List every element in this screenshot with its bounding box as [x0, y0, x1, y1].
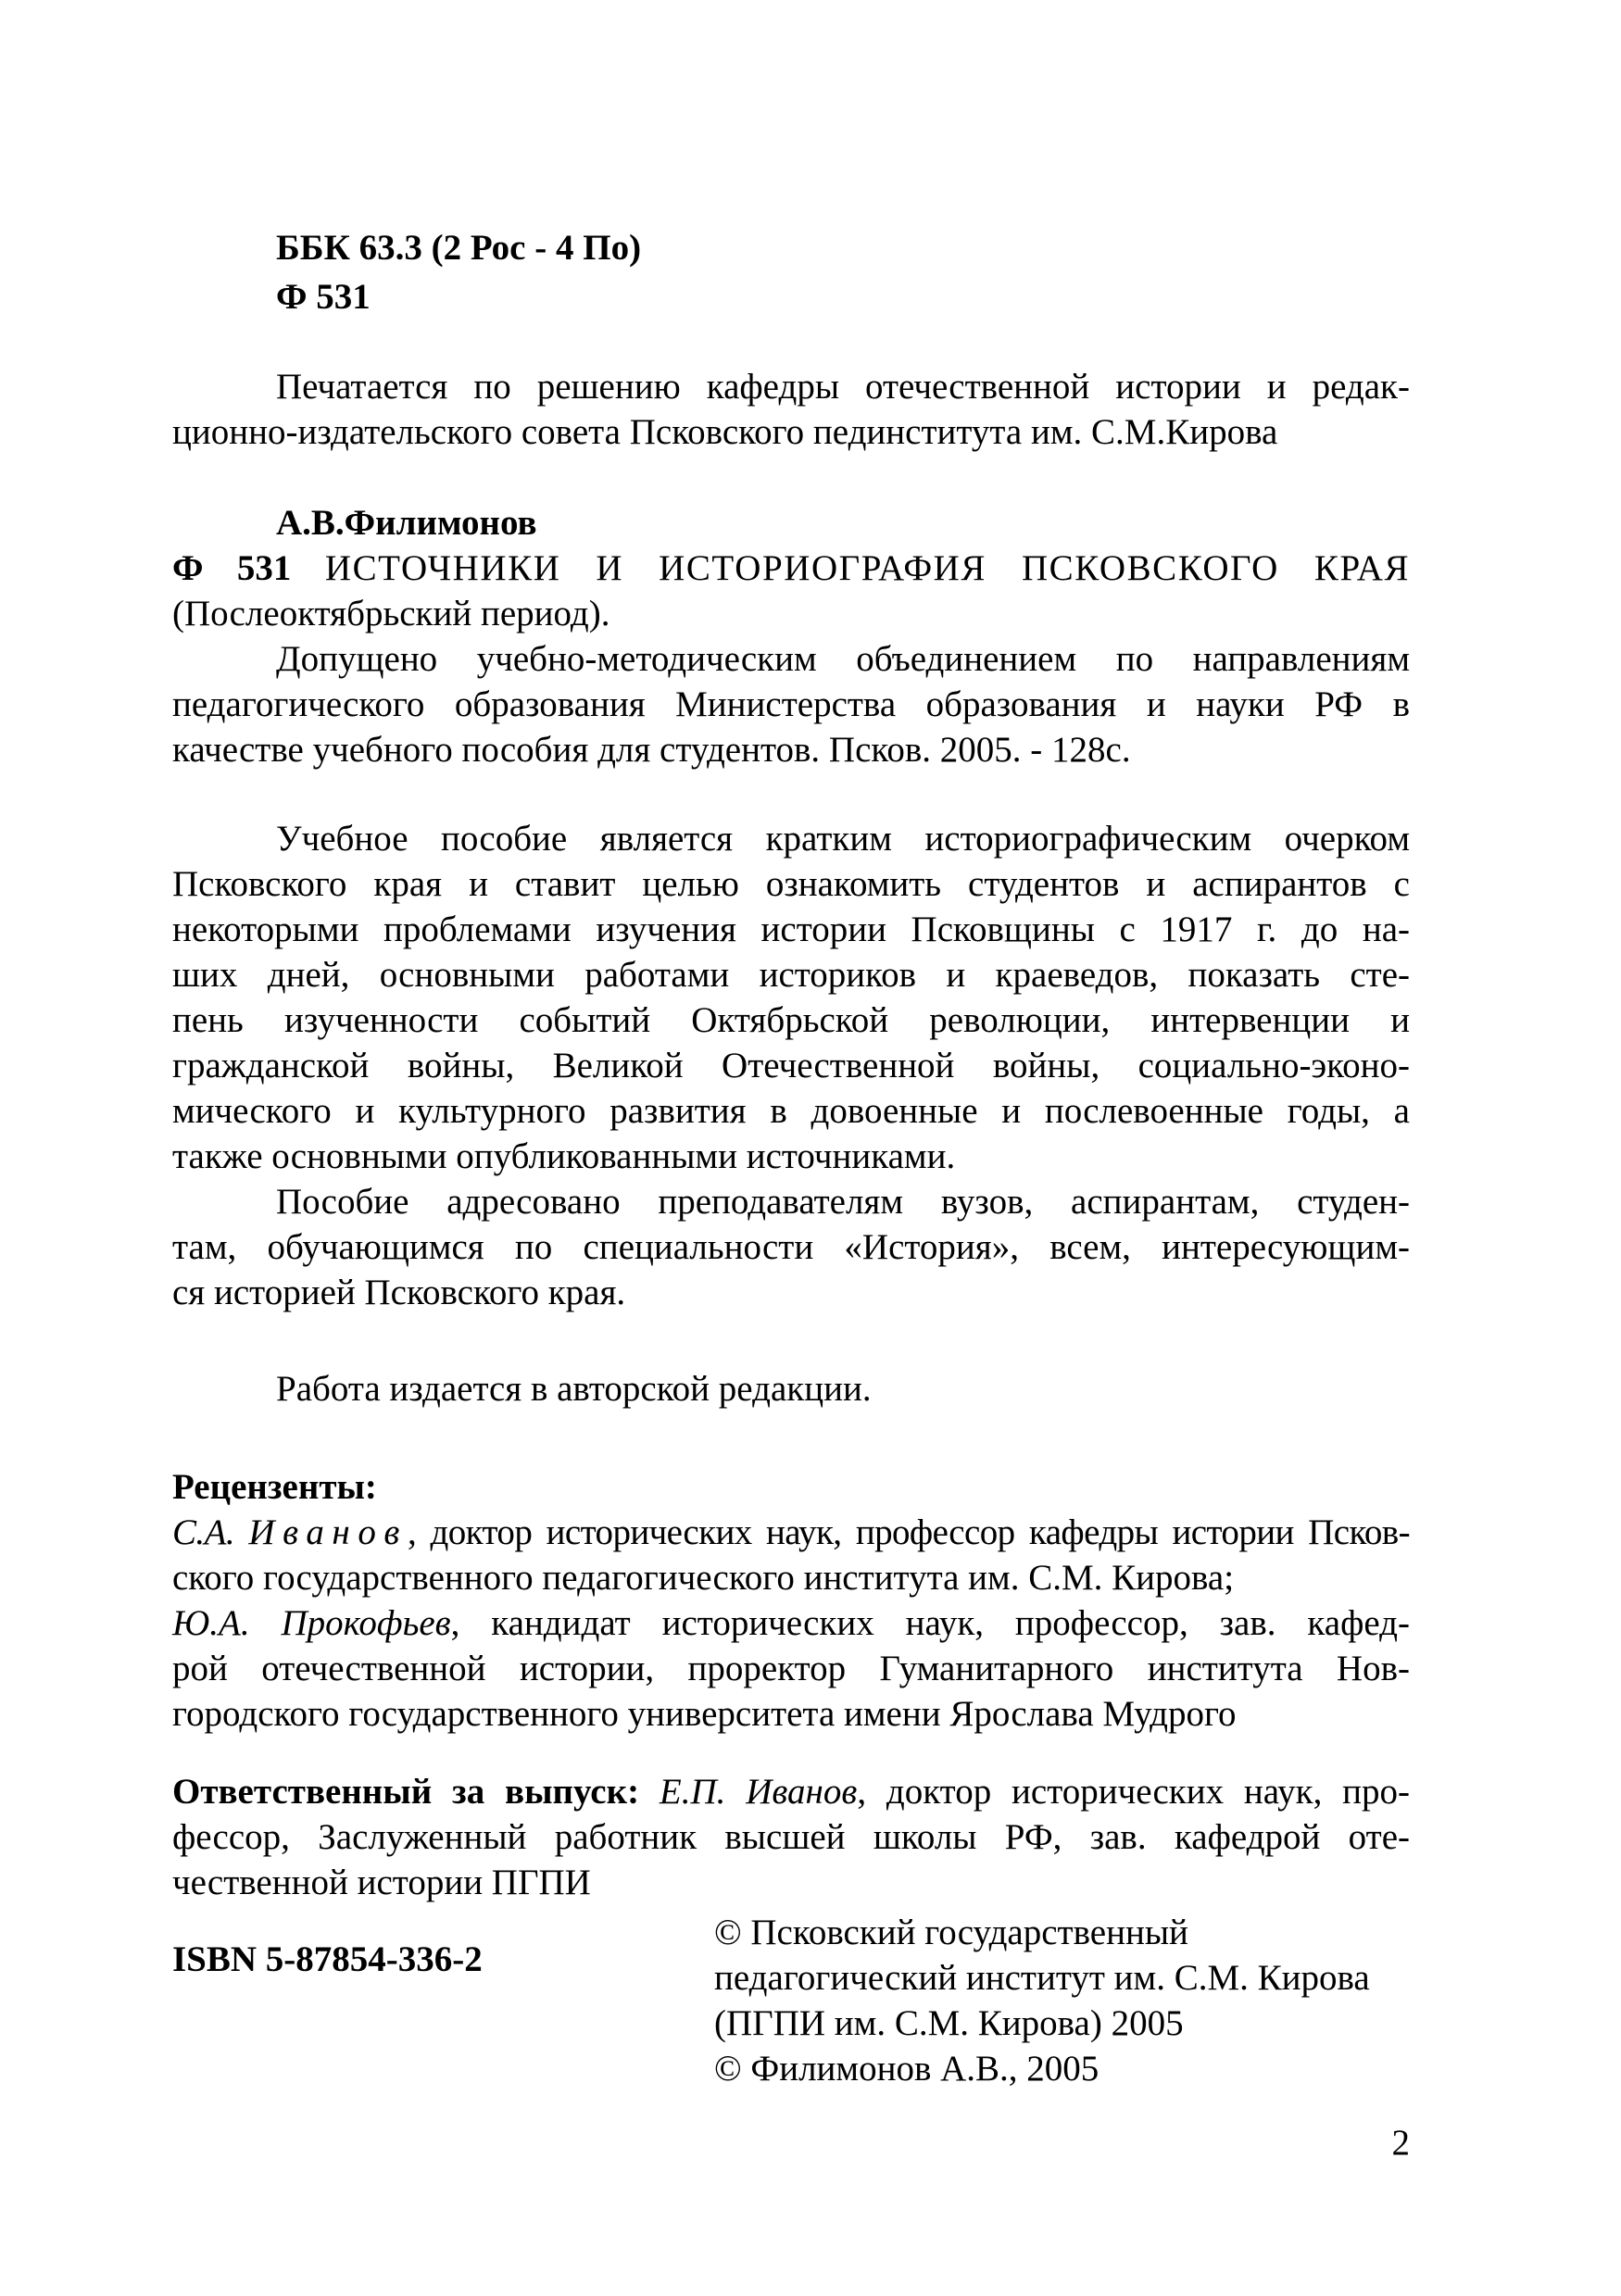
- record-code: Ф 531: [172, 548, 292, 588]
- annotation-line: мического и культурного развития в довоенные и послевоенные годы, а: [172, 1091, 1410, 1131]
- responsible-line3: чественной истории ПГПИ: [172, 1863, 591, 1902]
- reviewer2-name: Ю.А. Прокофьев: [172, 1603, 451, 1643]
- copyright-block: [714, 1910, 1410, 2091]
- annotation-line: некоторыми проблемами изучения истории Псковщины с 1917 г. до на-: [172, 910, 1410, 949]
- annotation-line: ся историей Псковского края.: [172, 1273, 626, 1312]
- responsible-credentials: , доктор исторических наук, про-: [857, 1772, 1411, 1812]
- copyright-line3: (ПГПИ им. С.М. Кирова) 2005: [714, 2003, 1184, 2043]
- reviewer1-line1: [172, 1510, 1410, 1555]
- print-note: [172, 364, 1410, 455]
- annotation-line: Псковского края и ставит целью ознакомить студентов и аспирантов с: [172, 864, 1410, 904]
- reviewer2-line1: [172, 1600, 1410, 1646]
- annotation-line: там, обучающимся по специальности «История», всем, интересующим-: [172, 1227, 1410, 1267]
- annotation-line: гражданской войны, Великой Отечественной войны, социально-эконо-: [172, 1046, 1410, 1085]
- reviewer2-line2: рой отечественной истории, проректор Гуманитарного института Нов-: [172, 1649, 1410, 1688]
- copyright-line4: © Филимонов А.В., 2005: [714, 2049, 1100, 2089]
- responsible-name: Е.П. Иванов: [659, 1772, 858, 1812]
- bbk-index: ББК 63.3 (2 Рос - 4 По): [276, 228, 642, 268]
- approval-line1: Допущено учебно-методическим объединением по направлениям: [276, 639, 1410, 679]
- reviewer2-credentials: , кандидат исторических наук, профессор, зав. кафед-: [450, 1603, 1410, 1643]
- annotation-line: Учебное пособие является кратким историографическим очерком: [276, 819, 1410, 859]
- record-subtitle: (Послеоктябрьский период).: [172, 594, 610, 634]
- record-author: А.В.Филимонов: [276, 503, 537, 543]
- responsible-line1: [172, 1769, 1410, 1814]
- reviewers-block: [172, 1464, 1410, 1737]
- responsible-line2: фессор, Заслуженный работник высшей школы РФ, зав. кафедрой оте-: [172, 1817, 1410, 1857]
- reviewer1-credentials: , доктор исторических наук, профессор кафедры истории Псков-: [407, 1512, 1410, 1552]
- bibliographic-record: [172, 500, 1410, 772]
- isbn: ISBN 5-87854-336-2: [172, 1939, 483, 1979]
- annotation-line: пень изученности событий Октябрьской революции, интервенции и: [172, 1000, 1410, 1040]
- annotation: [172, 816, 1410, 1315]
- author-mark: Ф 531: [276, 277, 371, 317]
- approval-line2: педагогического образования Министерства образования и науки РФ в: [172, 684, 1410, 724]
- annotation-line: также основными опубликованными источниками.: [172, 1136, 956, 1176]
- copyright-line1: © Псковский государственный: [714, 1913, 1188, 1952]
- print-note-line1: Печатается по решению кафедры отечественной истории и редак-: [276, 367, 1410, 407]
- record-title-line: [172, 546, 1410, 591]
- edition-note: Работа издается в авторской редакции.: [276, 1369, 872, 1409]
- annotation-line: Пособие адресовано преподавателям вузов, аспирантам, студен-: [276, 1182, 1410, 1222]
- reviewer1-initials: С.А.: [172, 1512, 234, 1552]
- print-note-line2: ционно-издательского совета Псковского пединститута им. С.М.Кирова: [172, 412, 1278, 452]
- copyright-line2: педагогический институт им. С.М. Кирова: [714, 1958, 1370, 1998]
- page-number: 2: [1391, 2123, 1410, 2163]
- record-title: ИСТОЧНИКИ И ИСТОРИОГРАФИЯ ПСКОВСКОГО КРАЯ: [324, 548, 1411, 588]
- bbk-block: [276, 225, 641, 320]
- responsible-block: [172, 1769, 1410, 1905]
- approval-line3: качестве учебного пособия для студентов. Псков. 2005. - 128с.: [172, 730, 1131, 770]
- annotation-line: ших дней, основными работами историков и краеведов, показать сте-: [172, 955, 1410, 995]
- reviewer1-surname: Иванов: [248, 1512, 408, 1552]
- reviewer1-line2: ского государственного педагогического института им. С.М. Кирова;: [172, 1558, 1235, 1598]
- responsible-label: Ответственный за выпуск:: [172, 1772, 640, 1812]
- reviewer2-line3: городского государственного университета имени Ярослава Мудрого: [172, 1694, 1237, 1734]
- reviewers-heading: Рецензенты:: [172, 1467, 377, 1507]
